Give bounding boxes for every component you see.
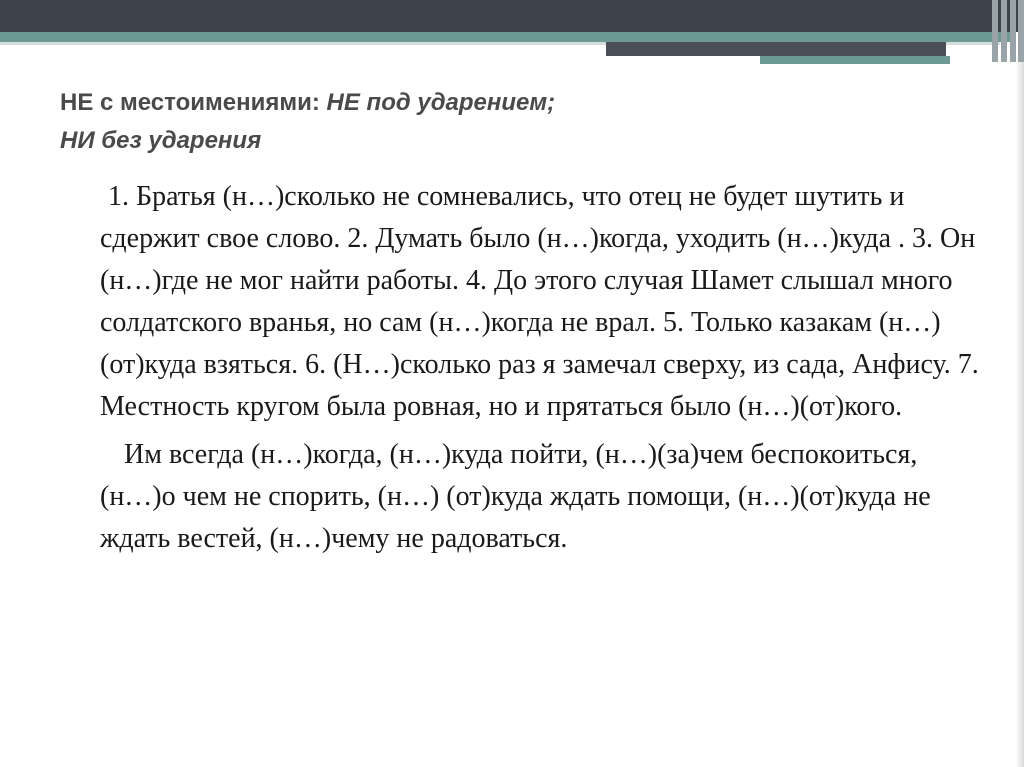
title-line-2: НИ без ударения xyxy=(60,127,262,154)
header-band xyxy=(0,0,1024,32)
header-accent-strip xyxy=(760,56,950,64)
title-italic: НЕ под ударением; xyxy=(326,89,556,116)
header-stripe xyxy=(1001,0,1007,62)
exercise-paragraph-1: 1. Братья (н…)сколько не сомневались, что отец не будет шутить и сдержит свое слово. 2. Думать было (н…)когда, уходить (н…)куда . 3. Он (н…)где не мог найти работы. 4. До этого случая Шамет слышал много солдатского вранья, но сам (н…)когда не врал. 5. Только казакам (н…)(от)куда взяться. 6. (Н…)сколько раз я замечал сверху, из сада, Анфису. 7. Местность кругом была ровная, но и прятаться было (н…)(от)кого. xyxy=(100,181,979,422)
title-main: НЕ с местоимениями: xyxy=(60,89,327,116)
header-accent-band xyxy=(0,32,1010,42)
exercise-paragraph-2: Им всегда (н…)когда, (н…)куда пойти, (н…)(за)чем беспокоиться, (н…)о чем не спорить, (н…) (от)куда ждать помощи, (н…)(от)куда не ждать вестей, (н…)чему не радоваться. xyxy=(100,439,931,554)
header-stripe xyxy=(1018,0,1024,62)
header-stripe xyxy=(1010,0,1016,62)
page-edge-shadow xyxy=(1016,62,1024,767)
header-accent-block xyxy=(606,42,946,56)
slide-title xyxy=(60,84,960,160)
exercise-text xyxy=(100,176,980,560)
header-stripe xyxy=(992,0,998,62)
